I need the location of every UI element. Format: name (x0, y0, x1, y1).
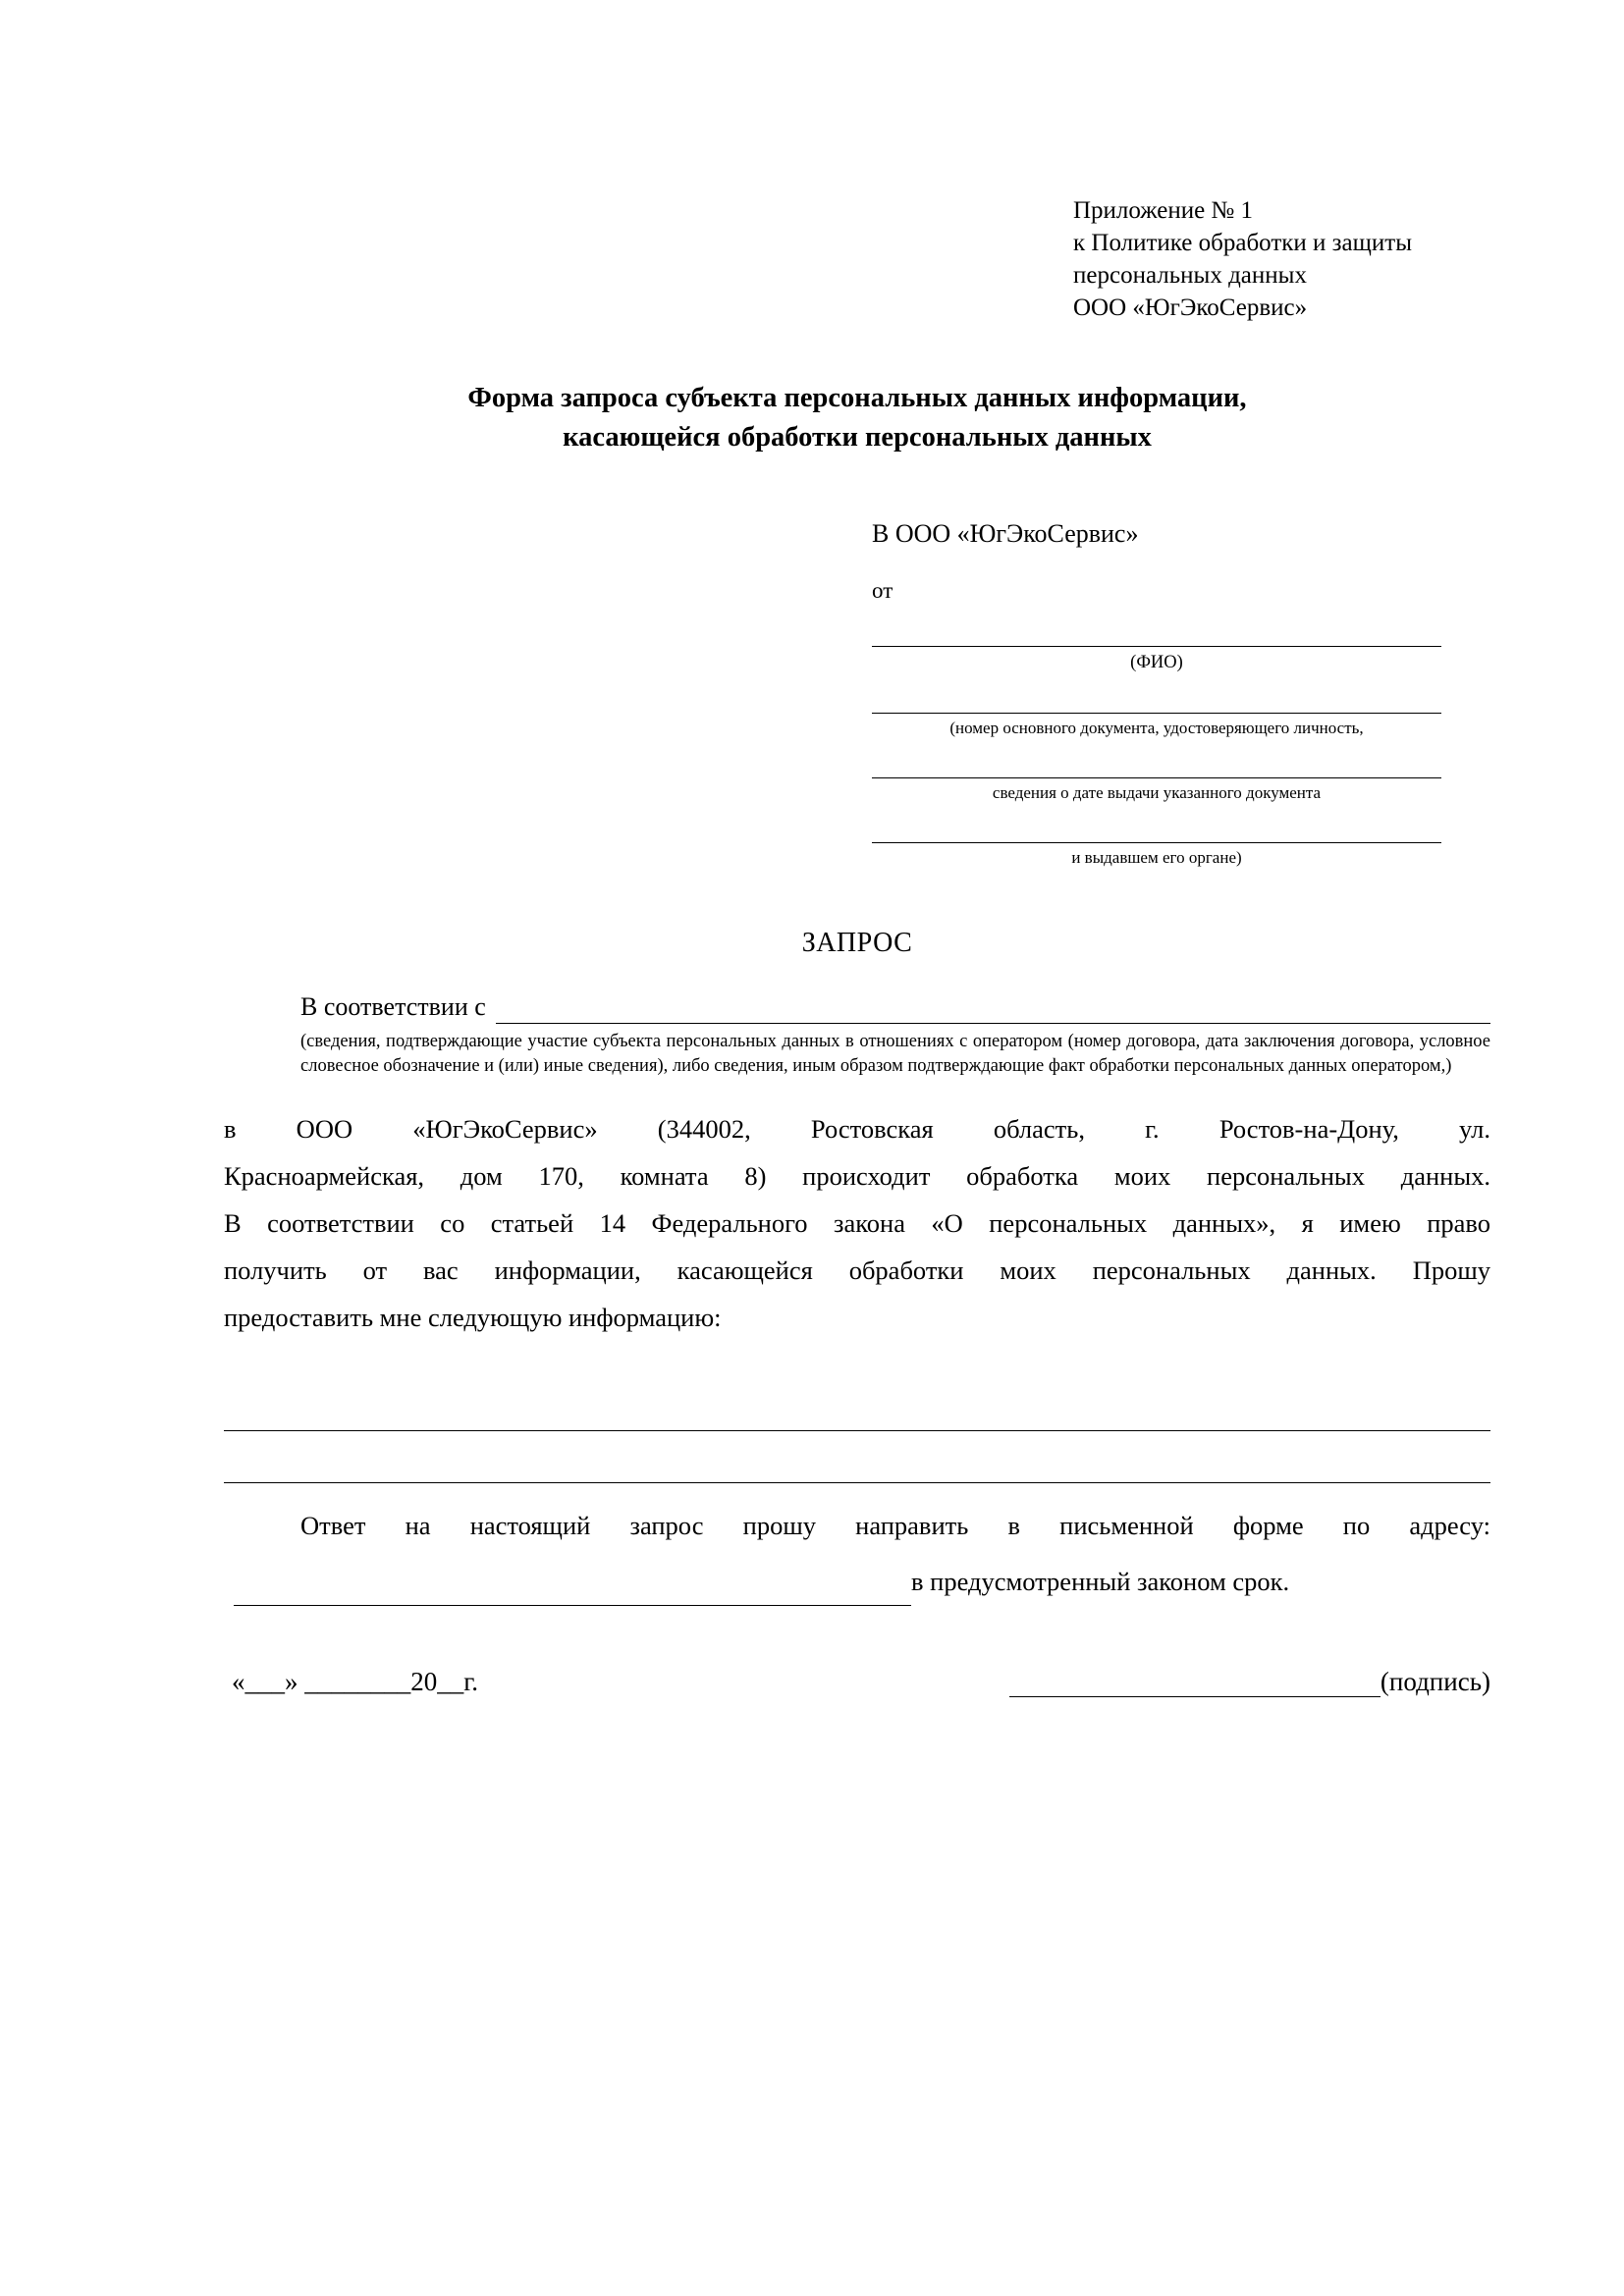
answer-blank-line-1[interactable] (224, 1379, 1490, 1431)
document-number-field-row (872, 688, 1441, 714)
document-date-field-row (872, 753, 1441, 778)
addressee-to: В ООО «ЮгЭкоСервис» (872, 518, 1139, 548)
page-title-line-1: Форма запроса субъекта персональных данных информации, (467, 383, 1247, 413)
accordance-label: В соответствии с (300, 992, 486, 1022)
answer-blank-lines (224, 1379, 1490, 1483)
request-heading: ЗАПРОС (801, 928, 913, 959)
page-title-line-2: касающейся обработки персональных данных (563, 422, 1152, 454)
accordance-input[interactable] (496, 999, 1490, 1024)
document-date-field[interactable] (872, 753, 1441, 778)
body-line-1: в ООО «ЮгЭкоСервис» (344002, Ростовская область, г. Ростов-на-Дону, ул. (224, 1113, 1490, 1144)
reply-paragraph (224, 1503, 1490, 1606)
document-issuer-field[interactable] (872, 818, 1441, 843)
body-line-5: предоставить мне следующую информацию: (224, 1303, 722, 1333)
date-placeholder[interactable]: «___» ________20__г. (232, 1667, 479, 1697)
document-content (224, 194, 1490, 1697)
signature-label: (подпись) (1380, 1667, 1490, 1697)
body-line-3: В соответствии со статьей 14 Федерального закона «О персональных данных», я имею право (224, 1208, 1490, 1239)
body-paragraph (224, 1105, 1490, 1342)
body-line-2: Красноармейская, дом 170, комната 8) происходит обработка моих персональных данных. (224, 1160, 1490, 1191)
appendix-header-line-1: Приложение № 1 (1073, 197, 1254, 224)
signature-row (224, 1667, 1490, 1697)
body-line-4: получить от вас информации, касающейся обработки моих персональных данных. Прошу (224, 1255, 1490, 1286)
document-issuer-caption: и выдавшем его органе) (1071, 848, 1242, 868)
appendix-header (1073, 194, 1490, 324)
signature-field[interactable] (1009, 1671, 1380, 1697)
appendix-header-line-4: ООО «ЮгЭкоСервис» (1073, 294, 1308, 321)
accordance-legend: (сведения, подтверждающие участие субъекта персональных данных в отношениях с оператором (номер договора, дата заключения договора, условное словесное обозначение и (или) иные сведения), либо сведения, иным образом подтверждающие факт обработки персональных данных оператором,) (300, 1032, 1490, 1077)
document-number-field[interactable] (872, 688, 1441, 714)
fio-field[interactable] (872, 621, 1441, 647)
addressee-from: от (872, 577, 893, 603)
reply-tail: в предусмотренный законом срок. (911, 1567, 1290, 1597)
document-number-caption: (номер основного документа, удостоверяющего личность, (949, 718, 1364, 737)
appendix-header-line-3: персональных данных (1073, 262, 1307, 289)
answer-blank-line-2[interactable] (224, 1431, 1490, 1483)
accordance-row (224, 992, 1490, 1024)
reply-line-1: Ответ на настоящий запрос прошу направить в письменной форме по адресу: (300, 1510, 1490, 1540)
page-title (224, 379, 1490, 458)
reply-line-2 (224, 1559, 1490, 1606)
document-date-caption: сведения о дате выдачи указанного документа (992, 783, 1322, 803)
document-issuer-field-row (872, 818, 1441, 843)
addressee-block (872, 519, 1441, 869)
fio-field-row (872, 621, 1441, 647)
fio-caption: (ФИО) (1130, 652, 1183, 672)
reply-address-input[interactable] (234, 1577, 911, 1606)
appendix-header-line-2: к Политике обработки и защиты (1073, 230, 1413, 256)
